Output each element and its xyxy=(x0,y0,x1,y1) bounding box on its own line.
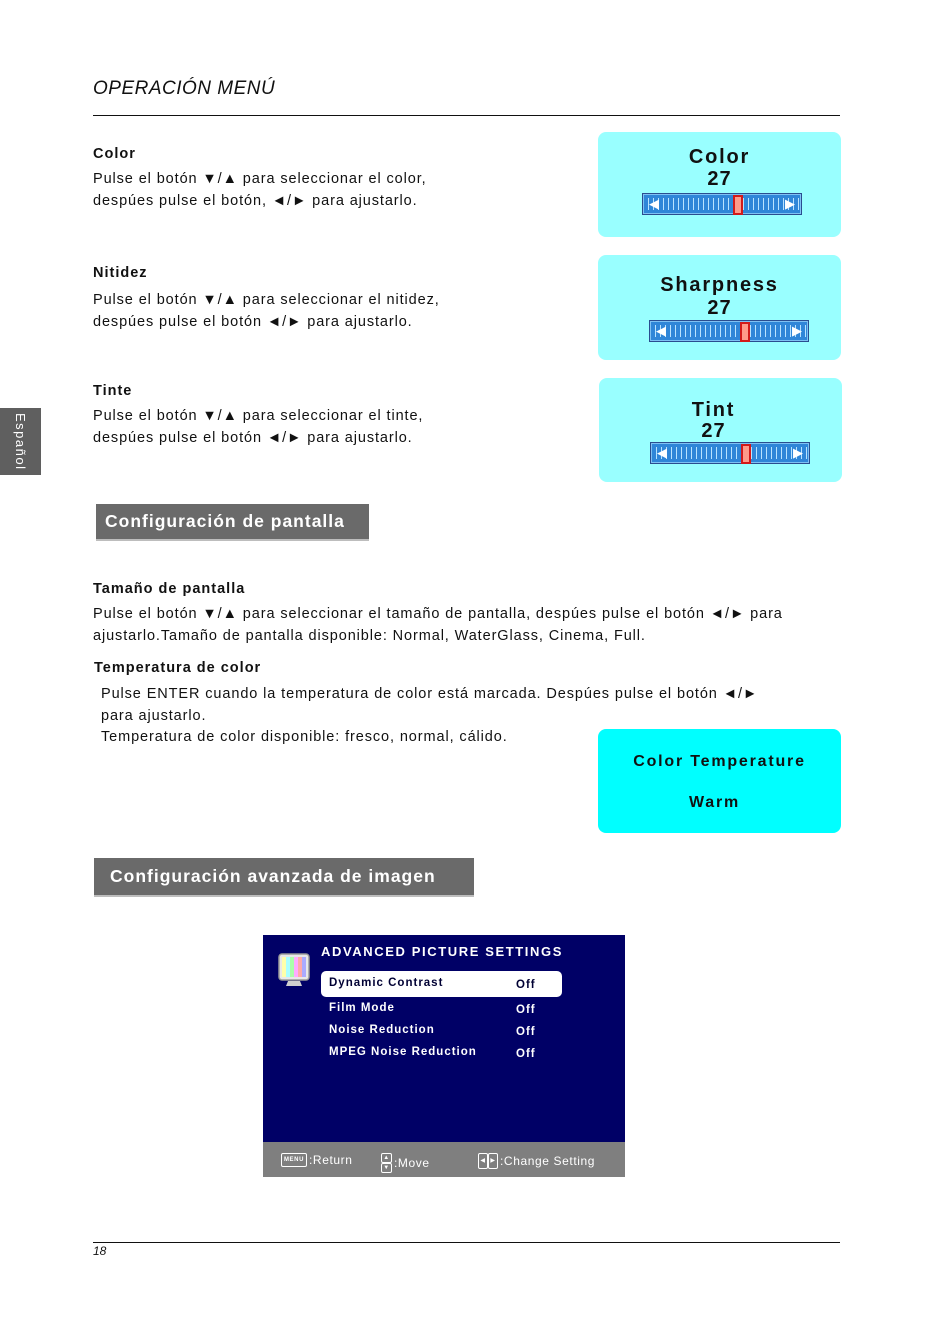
left-right-keys-icon: ◀ ▶ xyxy=(478,1153,498,1169)
menu-footer xyxy=(263,1142,625,1177)
tinte-text-line1: Pulse el botón ▼/▲ para seleccionar el tinte, xyxy=(93,408,424,424)
page-header-title: OPERACIÓN MENÚ xyxy=(93,78,276,99)
tinte-heading: Tinte xyxy=(93,383,133,399)
tamano-text-line2: ajustarlo.Tamaño de pantalla disponible: Normal, WaterGlass, Cinema, Full. xyxy=(93,627,646,644)
menu-item-value: Off xyxy=(516,979,536,991)
language-tab-label: Español xyxy=(13,412,28,471)
temperatura-text-line1: Pulse ENTER cuando la temperatura de color está marcada. Despúes pulse el botón ◄/► xyxy=(101,686,759,702)
menu-item-value: Off xyxy=(516,1048,536,1060)
nitidez-text-line2: despúes pulse el botón ◄/► para ajustarlo. xyxy=(93,313,413,330)
osd-color-temperature xyxy=(598,729,841,833)
osd-tint-slider xyxy=(650,442,810,464)
advanced-menu-title: ADVANCED PICTURE SETTINGS xyxy=(321,944,563,959)
temperatura-heading: Temperatura de color xyxy=(94,660,262,676)
footer-rule xyxy=(93,1242,840,1243)
osd-color-slider xyxy=(642,193,802,215)
tv-icon xyxy=(276,950,316,990)
menu-item-name: MPEG Noise Reduction xyxy=(329,1046,477,1058)
color-text-line1: Pulse el botón ▼/▲ para seleccionar el color, xyxy=(93,171,427,187)
menu-item-name: Noise Reduction xyxy=(329,1024,435,1036)
color-heading: Color xyxy=(93,146,136,162)
osd-color-value: 27 xyxy=(707,168,732,190)
osd-color-temperature-value: Warm xyxy=(688,794,741,811)
tamano-heading: Tamaño de pantalla xyxy=(93,581,246,597)
menu-item-name: Film Mode xyxy=(329,1002,395,1014)
section-bar-pantalla-label: Configuración de pantalla xyxy=(105,511,345,531)
menu-item-mpeg-noise-reduction[interactable] xyxy=(321,1040,561,1066)
footer-move-label: :Move xyxy=(394,1156,430,1170)
footer-return-label: :Return xyxy=(309,1153,353,1167)
slider-knob xyxy=(741,444,751,464)
section-bar-pantalla xyxy=(96,504,369,541)
osd-tint-title: Tint xyxy=(691,399,736,421)
tinte-text xyxy=(93,406,423,449)
slider-knob xyxy=(733,195,743,215)
osd-color-temperature-title: Color Temperature xyxy=(633,753,806,770)
page-number: 18 xyxy=(93,1244,107,1258)
nitidez-text xyxy=(93,290,440,333)
section-bar-avanzada xyxy=(94,858,474,897)
up-down-keys-icon: ▲ ▼ xyxy=(381,1153,392,1173)
color-text xyxy=(93,169,427,212)
menu-item-value: Off xyxy=(516,1004,536,1016)
right-arrow-icon: ▶ xyxy=(785,196,795,211)
menu-item-dynamic-contrast[interactable] xyxy=(321,971,562,997)
section-bar-avanzada-label: Configuración avanzada de imagen xyxy=(110,866,436,886)
tamano-text xyxy=(93,604,783,647)
advanced-picture-settings-menu xyxy=(263,935,625,1177)
footer-return xyxy=(281,1153,353,1167)
right-arrow-icon: ▶ xyxy=(793,445,803,460)
osd-sharpness-value: 27 xyxy=(707,297,732,319)
slider-knob xyxy=(740,322,750,342)
left-arrow-icon: ◀ xyxy=(649,196,659,211)
menu-item-name: Dynamic Contrast xyxy=(329,977,444,989)
osd-sharpness xyxy=(598,255,841,360)
menu-key-icon: MENU xyxy=(281,1153,307,1167)
footer-move xyxy=(381,1153,430,1173)
left-arrow-icon: ◀ xyxy=(657,445,667,460)
osd-color xyxy=(598,132,841,237)
temperatura-text-line3: Temperatura de color disponible: fresco, normal, cálido. xyxy=(101,729,508,745)
left-arrow-icon: ◀ xyxy=(656,323,666,338)
footer-change-label: :Change Setting xyxy=(500,1154,596,1168)
osd-sharpness-title: Sharpness xyxy=(660,274,779,296)
nitidez-heading: Nitidez xyxy=(93,265,148,281)
menu-item-value: Off xyxy=(516,1026,536,1038)
osd-color-title: Color xyxy=(688,146,751,168)
tinte-text-line2: despúes pulse el botón ◄/► para ajustarlo. xyxy=(93,429,413,446)
osd-tint xyxy=(599,378,842,482)
osd-sharpness-slider xyxy=(649,320,809,342)
osd-tint-value: 27 xyxy=(701,420,726,442)
tamano-text-line1: Pulse el botón ▼/▲ para seleccionar el tamaño de pantalla, despúes pulse el botón ◄/► para xyxy=(93,606,783,622)
color-text-line2: despúes pulse el botón, ◄/► para ajustarlo. xyxy=(93,192,418,209)
temperatura-text-line2: para ajustarlo. xyxy=(101,707,207,724)
header-rule xyxy=(93,115,840,116)
right-arrow-icon: ▶ xyxy=(792,323,802,338)
nitidez-text-line1: Pulse el botón ▼/▲ para seleccionar el nitidez, xyxy=(93,292,440,308)
language-tab xyxy=(0,408,41,475)
footer-change xyxy=(478,1153,595,1169)
